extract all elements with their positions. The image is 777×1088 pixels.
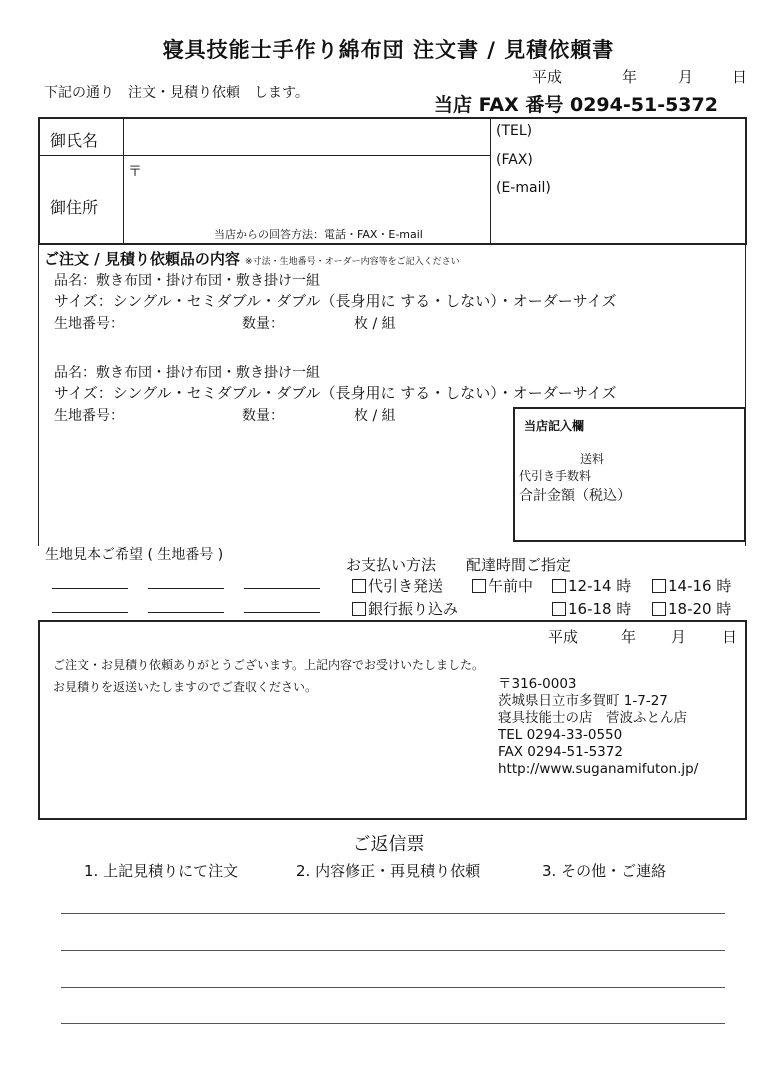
date-day: 日	[732, 68, 748, 86]
email-label: (E-mail)	[496, 180, 551, 196]
intro-text: 下記の通り 注文・見積り依頼 します。	[44, 85, 309, 101]
delivery-am-option[interactable]: 午前中	[472, 575, 533, 596]
reply-date-day: 日	[722, 628, 738, 646]
item-2-fabric: 生地番号：	[54, 408, 124, 424]
item-1-fabric: 生地番号：	[54, 316, 124, 332]
checkbox[interactable]	[352, 602, 366, 616]
reply-date-year: 年	[621, 628, 637, 646]
reply-date-month: 月	[671, 628, 687, 646]
item-1-qty: 数量：	[242, 316, 284, 332]
sample-blank[interactable]	[244, 612, 320, 613]
order-heading-row	[44, 248, 460, 269]
delivery-slot-16-18[interactable]: 16-18 時	[552, 598, 631, 619]
item-1-unit: 枚 / 組	[354, 316, 396, 332]
reply-slip-title: ご返信票	[352, 834, 425, 855]
tel-label: (TEL)	[496, 123, 533, 139]
thanks-message: ご注文・お見積り依頼ありがとうございます。上記内容でお受けいたしました。	[53, 658, 485, 672]
date-month: 月	[678, 68, 694, 86]
writing-line[interactable]	[61, 950, 725, 951]
delivery-slot-18-20[interactable]: 18-20 時	[652, 598, 731, 619]
shop-fax: FAX 0294-51-5372	[498, 744, 623, 760]
page-title: 寝具技能士手作り綿布団 注文書 / 見積依頼書	[162, 38, 615, 62]
delivery-slot-14-16[interactable]: 14-16 時	[652, 575, 731, 596]
payment-cod-option[interactable]: 代引き発送	[352, 575, 443, 596]
sample-blank[interactable]	[148, 612, 224, 613]
checkbox[interactable]	[552, 602, 566, 616]
fax-label: (FAX)	[496, 152, 533, 168]
item-1-product: 品名：敷き布団・掛け布団・敷き掛け一組	[54, 273, 320, 289]
sample-blank[interactable]	[148, 588, 224, 589]
writing-line[interactable]	[61, 1023, 725, 1024]
payment-label: お支払い方法	[346, 556, 437, 574]
reply-option-3[interactable]: 3. その他・ご連絡	[542, 862, 667, 880]
total-label: 合計金額（税込）	[519, 488, 631, 504]
delivery-slot-12-14[interactable]: 12-14 時	[552, 575, 631, 596]
shop-address	[498, 676, 698, 778]
date-year: 年	[622, 68, 638, 86]
cod-fee-label: 代引き手数料	[519, 469, 592, 483]
checkbox[interactable]	[652, 579, 666, 593]
item-2-qty: 数量：	[242, 408, 284, 424]
reply-method-note: 当店からの回答方法：電話・FAX・E-mail	[214, 228, 423, 241]
delivery-label: 配達時間ご指定	[466, 556, 572, 574]
shop-street: 茨城県日立市多賀町 1-7-27	[498, 693, 668, 709]
fax-number-heading: 当店 FAX 番号 0294-51-5372	[434, 94, 718, 116]
writing-line[interactable]	[61, 913, 725, 914]
address-label: 御住所	[50, 198, 99, 217]
shop-url[interactable]: http://www.suganamifuton.jp/	[498, 761, 699, 777]
shop-postal: 〒316-0003	[498, 676, 577, 692]
order-heading: ご注文 / 見積り依頼品の内容	[44, 250, 240, 268]
item-2-product: 品名：敷き布団・掛け布団・敷き掛け一組	[54, 365, 320, 381]
name-label: 御氏名	[50, 131, 99, 150]
item-1-size: サイズ：シングル・セミダブル・ダブル（長身用に する・しない）・オーダーサイズ	[54, 292, 617, 310]
item-2-unit: 枚 / 組	[354, 408, 396, 424]
item-2-size: サイズ：シングル・セミダブル・ダブル（長身用に する・しない）・オーダーサイズ	[54, 384, 617, 402]
shop-tel: TEL 0294-33-0550	[498, 727, 623, 743]
sample-blank[interactable]	[52, 612, 128, 613]
shipping-label: 送料	[580, 452, 605, 466]
order-note: ※寸法・生地番号・オーダー内容等をご記入ください	[245, 257, 460, 267]
shop-name: 寝具技能士の店 菅波ふとん店	[498, 710, 687, 726]
reply-option-1[interactable]: 1. 上記見積りにて注文	[84, 862, 239, 880]
name-field[interactable]	[126, 122, 488, 154]
postal-mark: 〒	[128, 164, 142, 180]
date-era: 平成	[532, 68, 563, 86]
address-field[interactable]	[126, 158, 488, 218]
reply-option-2[interactable]: 2. 内容修正・再見積り依頼	[296, 862, 481, 880]
checkbox[interactable]	[552, 579, 566, 593]
store-box-heading: 当店記入欄	[524, 419, 585, 433]
sample-blank[interactable]	[244, 588, 320, 589]
checkbox[interactable]	[352, 579, 366, 593]
reply-date-era: 平成	[548, 628, 579, 646]
payment-bank-option[interactable]: 銀行振り込み	[352, 598, 458, 619]
checkbox[interactable]	[472, 579, 486, 593]
estimate-note: お見積りを返送いたしますのでご査収ください。	[53, 680, 318, 694]
checkbox[interactable]	[652, 602, 666, 616]
sample-blank[interactable]	[52, 588, 128, 589]
writing-line[interactable]	[61, 987, 725, 988]
samples-label: 生地見本ご希望 ( 生地番号 )	[45, 547, 224, 563]
